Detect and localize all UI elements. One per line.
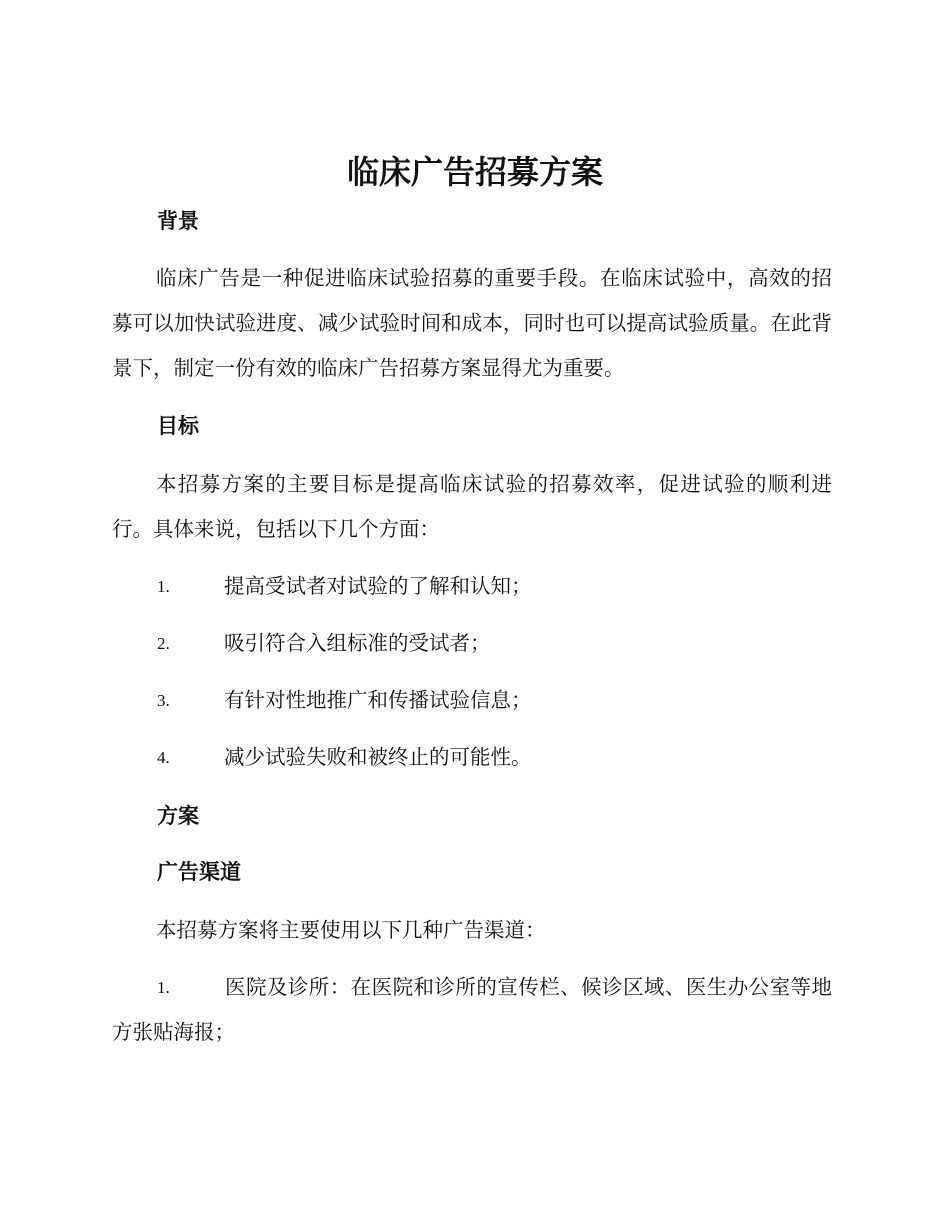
list-item-text: 医院及诊所：在医院和诊所的宣传栏、候诊区域、医生办公室等地方张贴海报； [112, 975, 832, 1044]
list-item-text: 有针对性地推广和传播试验信息； [224, 688, 532, 712]
list-item-text: 吸引符合入组标准的受试者； [224, 631, 491, 655]
list-item-number: 1. [157, 577, 170, 596]
paragraph-ad-channels: 本招募方案将主要使用以下几种广告渠道： [156, 918, 546, 942]
list-item-number: 4. [157, 748, 170, 767]
list-item [112, 965, 832, 1055]
list-item-text: 提高受试者对试验的了解和认知； [224, 574, 532, 598]
paragraph-background: 临床广告是一种促进临床试验招募的重要手段。在临床试验中，高效的招募可以加快试验进度、减少试验时间和成本，同时也可以提高试验质量。在此背景下，制定一份有效的临床广告招募方案显得尤为重要。 [112, 266, 832, 380]
paragraph-goal: 本招募方案的主要目标是提高临床试验的招募效率，促进试验的顺利进行。具体来说，包括以下几个方面： [112, 472, 832, 541]
list-item [112, 678, 832, 723]
heading-ad-channels: 广告渠道 [157, 860, 241, 884]
list-item [112, 621, 832, 666]
list-item-number: 3. [157, 691, 170, 710]
list-item [112, 564, 832, 609]
list-item [112, 735, 832, 780]
list-item-text: 减少试验失败和被终止的可能性。 [224, 745, 532, 769]
heading-plan: 方案 [157, 804, 199, 828]
document-title: 临床广告招募方案 [346, 153, 603, 191]
heading-background: 背景 [157, 209, 199, 233]
heading-goal: 目标 [157, 414, 199, 438]
list-item-number: 1. [157, 978, 170, 997]
list-item-number: 2. [157, 634, 170, 653]
